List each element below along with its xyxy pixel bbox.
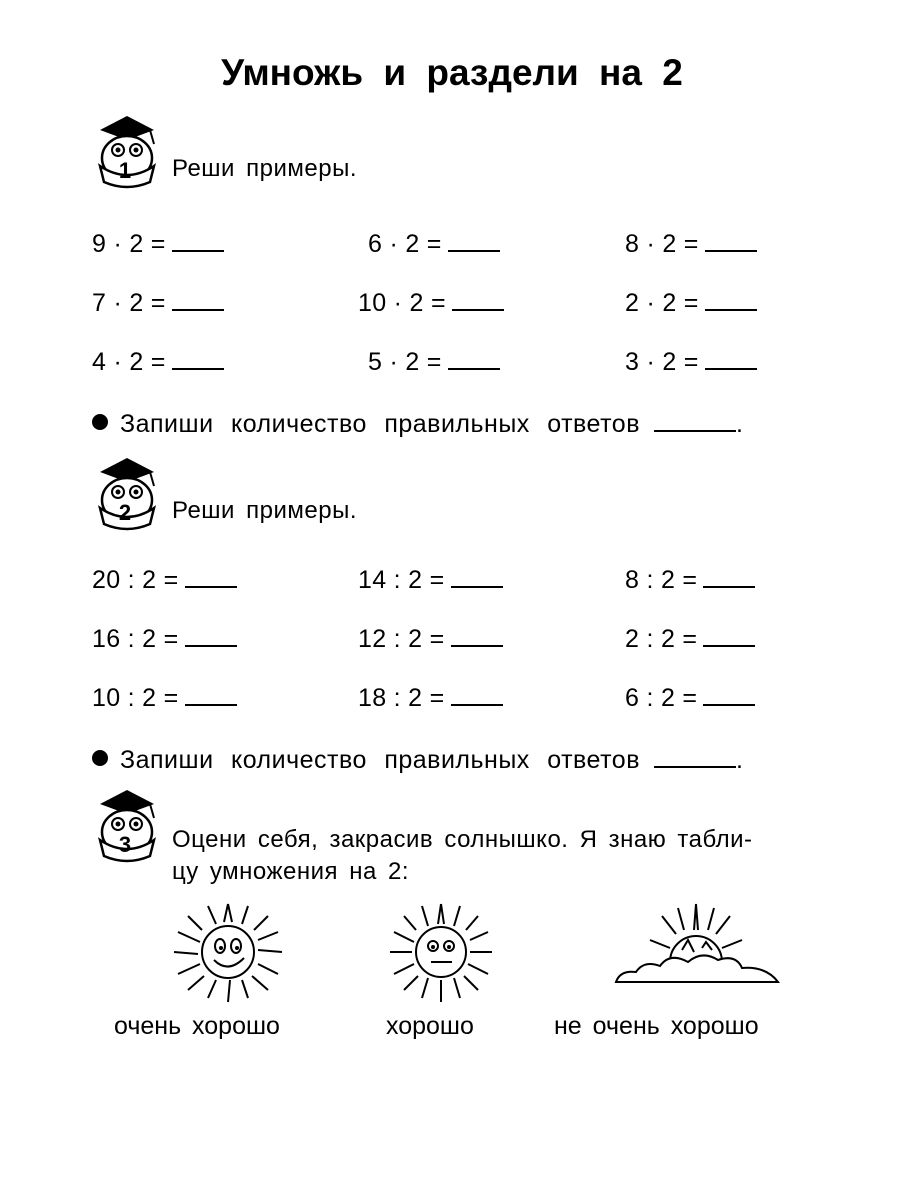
answer-blank[interactable] — [452, 289, 504, 311]
task-instruction: Реши примеры. — [172, 155, 357, 182]
count-blank[interactable] — [654, 746, 736, 768]
answer-blank[interactable] — [705, 289, 757, 311]
example: 12 : 2 = — [358, 625, 503, 654]
example: 5 · 2 = — [368, 348, 500, 377]
example: 6 : 2 = — [625, 684, 755, 713]
task-number: 2 — [118, 500, 132, 525]
page-title: Умножь и раздели на 2 — [221, 52, 683, 93]
sun-behind-cloud-icon[interactable] — [610, 900, 784, 1000]
correct-answers-note: Запиши количество правильных ответов . — [92, 410, 743, 439]
answer-blank[interactable] — [451, 625, 503, 647]
bullet-icon — [92, 414, 108, 430]
example: 8 · 2 = — [625, 230, 757, 259]
task-instruction: Реши примеры. — [172, 497, 357, 524]
answer-blank[interactable] — [172, 289, 224, 311]
task-instruction-line1: Оцени себя, закрасив солнышко. Я знаю табли- — [172, 826, 753, 853]
answer-blank[interactable] — [448, 348, 500, 370]
answer-blank[interactable] — [185, 684, 237, 706]
answer-blank[interactable] — [185, 625, 237, 647]
correct-answers-note: Запиши количество правильных ответов . — [92, 746, 743, 775]
answer-blank[interactable] — [705, 348, 757, 370]
answer-blank[interactable] — [172, 230, 224, 252]
bullet-icon — [92, 750, 108, 766]
example: 20 : 2 = — [92, 566, 237, 595]
task-instruction-line2: цу умножения на 2: — [172, 858, 409, 885]
example: 2 · 2 = — [625, 289, 757, 318]
answer-blank[interactable] — [703, 684, 755, 706]
answer-blank[interactable] — [448, 230, 500, 252]
example: 14 : 2 = — [358, 566, 503, 595]
happy-sun-icon[interactable] — [170, 900, 286, 1004]
answer-blank[interactable] — [703, 625, 755, 647]
example: 7 · 2 = — [92, 289, 224, 318]
rating-good: хорошо — [386, 1012, 474, 1040]
answer-blank[interactable] — [451, 566, 503, 588]
answer-blank[interactable] — [451, 684, 503, 706]
example: 10 · 2 = — [358, 289, 504, 318]
example: 4 · 2 = — [92, 348, 224, 377]
example: 8 : 2 = — [625, 566, 755, 595]
example: 9 · 2 = — [92, 230, 224, 259]
example: 18 : 2 = — [358, 684, 503, 713]
example: 6 · 2 = — [368, 230, 500, 259]
example: 2 : 2 = — [625, 625, 755, 654]
count-blank[interactable] — [654, 410, 736, 432]
task-number: 3 — [118, 832, 132, 857]
answer-blank[interactable] — [705, 230, 757, 252]
task-number: 1 — [118, 158, 132, 183]
answer-blank[interactable] — [185, 566, 237, 588]
example: 16 : 2 = — [92, 625, 237, 654]
rating-not-very-good: не очень хорошо — [554, 1012, 759, 1040]
answer-blank[interactable] — [703, 566, 755, 588]
example: 10 : 2 = — [92, 684, 237, 713]
rating-very-good: очень хорошо — [114, 1012, 280, 1040]
example: 3 · 2 = — [625, 348, 757, 377]
answer-blank[interactable] — [172, 348, 224, 370]
neutral-sun-icon[interactable] — [386, 900, 496, 1004]
